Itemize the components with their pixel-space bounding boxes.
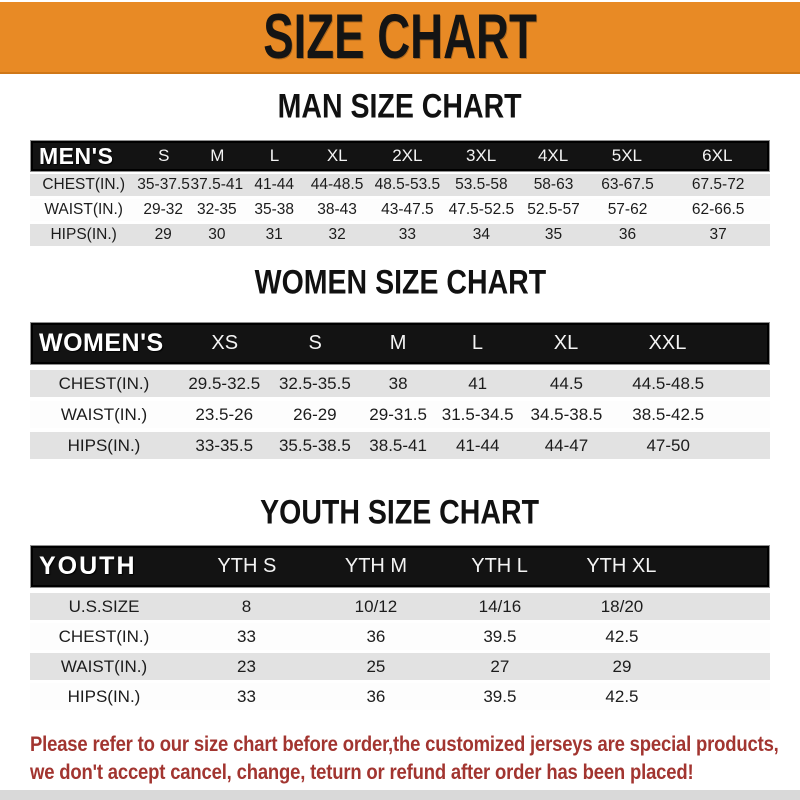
- row-label: CHEST(IN.): [42, 176, 125, 193]
- value-cell: 39.5: [483, 626, 517, 646]
- size-column-header: YTH M: [344, 555, 408, 577]
- value-cell: 44.5-48.5: [632, 373, 705, 393]
- disclaimer-line-2: we don't accept cancel, change, teturn or refund after order has been placed!: [30, 761, 694, 784]
- value-cell: 18/20: [600, 596, 644, 616]
- disclaimer-line-1: Please refer to our size chart before order,the customized jerseys are special products,: [30, 733, 779, 756]
- value-cell: 37.5-41: [190, 176, 244, 193]
- row-label: U.S.SIZE: [68, 596, 140, 616]
- size-column-header: S: [158, 146, 170, 165]
- value-cell: 8: [241, 596, 252, 616]
- value-cell: 43-47.5: [381, 201, 434, 218]
- value-cell: 35: [544, 226, 563, 243]
- value-cell: 26-29: [293, 404, 337, 424]
- value-cell: 29: [612, 656, 632, 676]
- size-column-header: XL: [326, 146, 348, 165]
- size-column-header: 5XL: [611, 146, 642, 165]
- man-section-heading: [0, 85, 800, 126]
- size-column-header: M: [389, 332, 407, 354]
- value-cell: 23: [236, 656, 256, 676]
- value-cell: 23.5-26: [195, 404, 254, 424]
- banner-title: SIZE CHART: [263, 1, 537, 72]
- value-cell: 41-44: [455, 435, 500, 455]
- value-cell: 42.5: [605, 626, 639, 646]
- size-column-header: XXL: [648, 332, 687, 354]
- value-cell: 47.5-52.5: [448, 201, 515, 218]
- table-row: [30, 401, 770, 428]
- bottom-strip: [0, 790, 800, 800]
- banner: [0, 2, 800, 74]
- row-label: HIPS(IN.): [67, 686, 141, 706]
- value-cell: 35.5-38.5: [278, 435, 351, 455]
- value-cell: 58-63: [533, 176, 574, 193]
- value-cell: 52.5-57: [527, 201, 580, 218]
- table-corner-label: WOMEN'S: [39, 329, 164, 357]
- value-cell: 34.5-38.5: [530, 404, 603, 424]
- table-header-row: [30, 140, 770, 172]
- table-row: [30, 593, 770, 620]
- row-label: CHEST(IN.): [58, 626, 150, 646]
- value-cell: 38.5-42.5: [632, 404, 705, 424]
- table-header-row: [30, 322, 770, 365]
- value-cell: 31.5-34.5: [441, 404, 514, 424]
- size-column-header: YTH L: [471, 555, 528, 577]
- value-cell: 35-37.5: [137, 176, 190, 193]
- value-cell: 33: [398, 226, 416, 243]
- disclaimer: [30, 731, 800, 787]
- table-row: [30, 174, 770, 196]
- table-row: [30, 199, 770, 221]
- value-cell: 31: [265, 226, 283, 243]
- value-cell: 36: [366, 626, 386, 646]
- value-cell: 53.5-58: [455, 176, 508, 193]
- value-cell: 62-66.5: [691, 201, 745, 218]
- row-label: HIPS(IN.): [67, 435, 141, 455]
- value-cell: 32-35: [197, 201, 237, 218]
- value-cell: 36: [618, 226, 637, 243]
- value-cell: 32: [328, 226, 346, 243]
- value-cell: 41: [468, 373, 488, 393]
- row-label: WAIST(IN.): [60, 656, 148, 676]
- man-section-heading-text: MAN SIZE CHART: [277, 85, 523, 126]
- women-section-heading: [0, 261, 800, 302]
- table-row: [30, 683, 770, 710]
- table-corner-label: MEN'S: [39, 142, 114, 169]
- table-row: [30, 653, 770, 680]
- men-size-table: [30, 140, 770, 249]
- value-cell: 33-35.5: [195, 435, 254, 455]
- value-cell: 42.5: [605, 686, 639, 706]
- row-label: WAIST(IN.): [44, 201, 123, 218]
- value-cell: 30: [208, 226, 226, 243]
- table-corner-label: YOUTH: [39, 552, 137, 580]
- value-cell: 38-43: [317, 201, 357, 218]
- value-cell: 33: [236, 626, 256, 646]
- size-column-header: 6XL: [702, 146, 733, 165]
- size-column-header: XS: [211, 332, 239, 354]
- value-cell: 32.5-35.5: [278, 373, 351, 393]
- youth-section-heading: [0, 491, 800, 532]
- table-header-row: [30, 545, 770, 588]
- size-column-header: L: [471, 332, 484, 354]
- size-column-header: M: [210, 146, 225, 165]
- value-cell: 14/16: [478, 596, 522, 616]
- value-cell: 57-62: [607, 201, 648, 218]
- value-cell: 63-67.5: [601, 176, 654, 193]
- value-cell: 36: [366, 686, 386, 706]
- size-column-header: 2XL: [392, 146, 423, 165]
- size-column-header: YTH XL: [586, 555, 657, 577]
- table-row: [30, 224, 770, 246]
- value-cell: 25: [366, 656, 386, 676]
- size-column-header: 3XL: [466, 146, 497, 165]
- value-cell: 44-47: [544, 435, 589, 455]
- value-cell: 44.5: [549, 373, 584, 393]
- value-cell: 41-44: [254, 176, 295, 193]
- youth-size-table: [30, 545, 770, 713]
- size-column-header: XL: [553, 332, 579, 354]
- youth-section-heading-text: YOUTH SIZE CHART: [260, 491, 540, 532]
- value-cell: 48.5-53.5: [374, 176, 441, 193]
- row-label: HIPS(IN.): [50, 226, 117, 243]
- value-cell: 29: [154, 226, 172, 243]
- size-column-header: S: [308, 332, 322, 354]
- value-cell: 10/12: [354, 596, 398, 616]
- size-column-header: 4XL: [537, 146, 569, 165]
- value-cell: 29.5-32.5: [188, 373, 261, 393]
- value-cell: 37: [709, 226, 727, 243]
- women-size-table: [30, 322, 770, 463]
- value-cell: 35-38: [254, 201, 295, 218]
- table-row: [30, 370, 770, 397]
- size-column-header: L: [269, 146, 280, 165]
- value-cell: 44-48.5: [310, 176, 364, 193]
- size-column-header: YTH S: [217, 555, 277, 577]
- women-section-heading-text: WOMEN SIZE CHART: [254, 261, 546, 302]
- value-cell: 29-31.5: [369, 404, 427, 424]
- value-cell: 38.5-41: [369, 435, 427, 455]
- row-label: CHEST(IN.): [58, 373, 150, 393]
- value-cell: 34: [472, 226, 490, 243]
- table-row: [30, 623, 770, 650]
- value-cell: 67.5-72: [691, 176, 745, 193]
- row-label: WAIST(IN.): [60, 404, 148, 424]
- table-row: [30, 432, 770, 459]
- value-cell: 39.5: [483, 686, 517, 706]
- value-cell: 27: [490, 656, 510, 676]
- value-cell: 38: [388, 373, 408, 393]
- value-cell: 29-32: [143, 201, 184, 218]
- value-cell: 47-50: [646, 435, 690, 455]
- value-cell: 33: [236, 686, 256, 706]
